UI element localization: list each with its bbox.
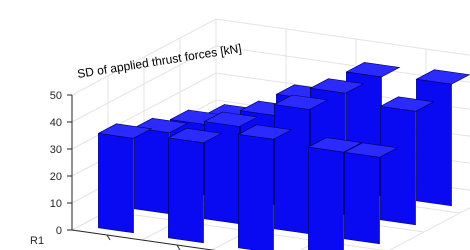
bars-layer	[99, 62, 470, 250]
bar-front-face	[309, 147, 344, 250]
bar-front-face	[381, 106, 416, 225]
row-tick-label: R1	[30, 235, 45, 247]
bar-front-face	[169, 138, 204, 243]
z-tick-label: 40	[49, 117, 62, 129]
z-tick-label: 10	[49, 198, 62, 210]
bar-front-face	[417, 79, 452, 206]
z-tick-label: 0	[55, 225, 62, 237]
chart-title: SD of applied thrust forces [kN]	[76, 41, 243, 81]
bar-front-face	[135, 128, 170, 214]
bar-front-face	[345, 152, 380, 244]
z-tick-label: 20	[49, 171, 62, 183]
z-tick-label: 30	[49, 144, 62, 156]
bar-front-face	[99, 133, 134, 233]
z-tick-label: 50	[49, 90, 62, 102]
bar-front-face	[239, 134, 274, 250]
bar-front-face	[275, 105, 310, 234]
grid-line-z-50	[72, 19, 470, 95]
bar-r4-c4	[417, 70, 470, 206]
